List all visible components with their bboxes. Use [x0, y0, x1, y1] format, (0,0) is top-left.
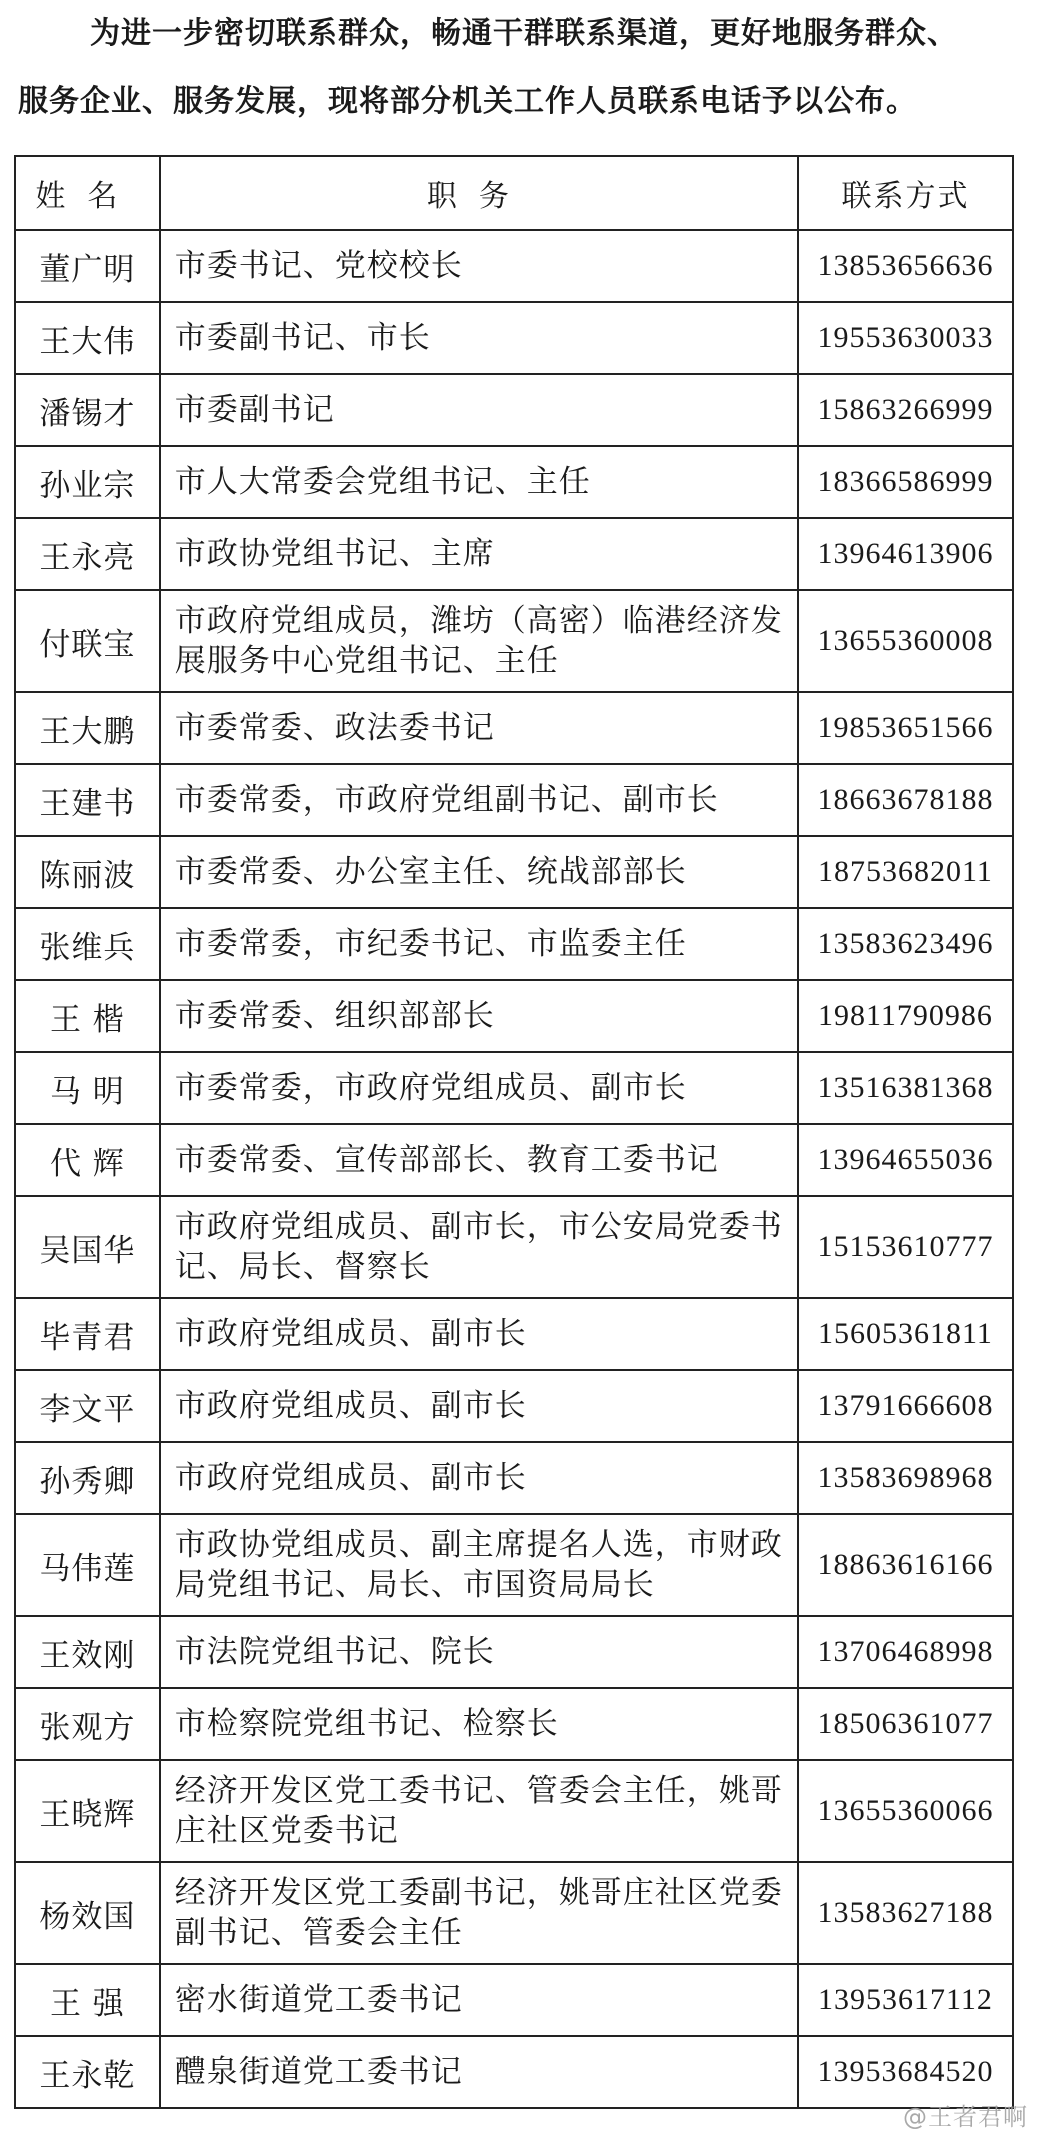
- cell-phone: 13655360008: [798, 590, 1013, 692]
- table-row: [15, 230, 1013, 302]
- cell-position: 市政府党组成员、副市长: [160, 1442, 798, 1514]
- table-row: [15, 1688, 1013, 1760]
- cell-position: 经济开发区党工委书记、管委会主任，姚哥庄社区党委书记: [160, 1760, 798, 1862]
- cell-name: 代 辉: [15, 1124, 160, 1196]
- cell-phone: 13791666608: [798, 1370, 1013, 1442]
- header-name: 姓名: [15, 156, 160, 230]
- table-row: [15, 1124, 1013, 1196]
- cell-position: 市委常委、组织部部长: [160, 980, 798, 1052]
- cell-name: 孙秀卿: [15, 1442, 160, 1514]
- cell-position: 市政府党组成员、副市长，市公安局党委书记、局长、督察长: [160, 1196, 798, 1298]
- cell-phone: 18753682011: [798, 836, 1013, 908]
- table-row: [15, 1616, 1013, 1688]
- cell-position: 市委常委，市政府党组成员、副市长: [160, 1052, 798, 1124]
- table-row: [15, 518, 1013, 590]
- header-phone: 联系方式: [798, 156, 1013, 230]
- cell-phone: 13953684520: [798, 2036, 1013, 2108]
- cell-name: 潘锡才: [15, 374, 160, 446]
- cell-position: 经济开发区党工委副书记，姚哥庄社区党委副书记、管委会主任: [160, 1862, 798, 1964]
- cell-phone: 18663678188: [798, 764, 1013, 836]
- cell-phone: 19853651566: [798, 692, 1013, 764]
- cell-phone: 15153610777: [798, 1196, 1013, 1298]
- table-row: [15, 1442, 1013, 1514]
- cell-position: 市委副书记: [160, 374, 798, 446]
- cell-phone: 13655360066: [798, 1760, 1013, 1862]
- cell-phone: 13964613906: [798, 518, 1013, 590]
- cell-name: 王永乾: [15, 2036, 160, 2108]
- cell-position: 市委常委，市政府党组副书记、副市长: [160, 764, 798, 836]
- intro-paragraph: [18, 0, 1028, 136]
- cell-position: 市法院党组书记、院长: [160, 1616, 798, 1688]
- cell-position: 市检察院党组书记、检察长: [160, 1688, 798, 1760]
- cell-phone: 18506361077: [798, 1688, 1013, 1760]
- cell-name: 杨效国: [15, 1862, 160, 1964]
- cell-name: 张观方: [15, 1688, 160, 1760]
- cell-position: 市政协党组成员、副主席提名人选，市财政局党组书记、局长、市国资局局长: [160, 1514, 798, 1616]
- table-row: [15, 1760, 1013, 1862]
- cell-position: 市委副书记、市长: [160, 302, 798, 374]
- cell-position: 市人大常委会党组书记、主任: [160, 446, 798, 518]
- contact-table: [14, 155, 1014, 2109]
- cell-name: 王效刚: [15, 1616, 160, 1688]
- cell-phone: 13583698968: [798, 1442, 1013, 1514]
- cell-phone: 13853656636: [798, 230, 1013, 302]
- table-row: [15, 1514, 1013, 1616]
- table-row: [15, 692, 1013, 764]
- table-row: [15, 1196, 1013, 1298]
- cell-name: 王大伟: [15, 302, 160, 374]
- cell-phone: 13964655036: [798, 1124, 1013, 1196]
- cell-phone: 13516381368: [798, 1052, 1013, 1124]
- table-row: [15, 908, 1013, 980]
- cell-position: 市委常委、政法委书记: [160, 692, 798, 764]
- cell-position: 醴泉街道党工委书记: [160, 2036, 798, 2108]
- cell-name: 王永亮: [15, 518, 160, 590]
- table-row: [15, 980, 1013, 1052]
- table-row: [15, 836, 1013, 908]
- cell-phone: 19553630033: [798, 302, 1013, 374]
- cell-position: 市委常委、宣传部部长、教育工委书记: [160, 1124, 798, 1196]
- cell-phone: 13583623496: [798, 908, 1013, 980]
- cell-phone: 18863616166: [798, 1514, 1013, 1616]
- table-row: [15, 590, 1013, 692]
- intro-line-1: 为进一步密切联系群众，畅通干群联系渠道，更好地服务群众、: [90, 16, 958, 51]
- cell-name: 吴国华: [15, 1196, 160, 1298]
- table-row: [15, 1862, 1013, 1964]
- cell-position: 市政协党组书记、主席: [160, 518, 798, 590]
- table-row: [15, 2036, 1013, 2108]
- cell-name: 毕青君: [15, 1298, 160, 1370]
- cell-phone: 19811790986: [798, 980, 1013, 1052]
- cell-name: 王 强: [15, 1964, 160, 2036]
- cell-name: 王晓辉: [15, 1760, 160, 1862]
- cell-name: 王大鹏: [15, 692, 160, 764]
- cell-name: 董广明: [15, 230, 160, 302]
- cell-phone: 13953617112: [798, 1964, 1013, 2036]
- intro-line-2: 服务企业、服务发展，现将部分机关工作人员联系电话予以公布。: [18, 84, 917, 119]
- cell-phone: 13706468998: [798, 1616, 1013, 1688]
- cell-position: 市委书记、党校校长: [160, 230, 798, 302]
- table-row: [15, 1298, 1013, 1370]
- cell-name: 马 明: [15, 1052, 160, 1124]
- table-row: [15, 374, 1013, 446]
- cell-name: 马伟莲: [15, 1514, 160, 1616]
- table-row: [15, 764, 1013, 836]
- cell-position: 市政府党组成员、副市长: [160, 1298, 798, 1370]
- cell-phone: 13583627188: [798, 1862, 1013, 1964]
- table-header-row: [15, 156, 1013, 230]
- table-row: [15, 446, 1013, 518]
- cell-name: 孙业宗: [15, 446, 160, 518]
- table-row: [15, 302, 1013, 374]
- watermark-text: @王者君啊: [903, 2103, 1028, 2131]
- cell-name: 陈丽波: [15, 836, 160, 908]
- cell-position: 市政府党组成员，潍坊（高密）临港经济发展服务中心党组书记、主任: [160, 590, 798, 692]
- header-position: 职务: [160, 156, 798, 230]
- table-row: [15, 1370, 1013, 1442]
- table-row: [15, 1964, 1013, 2036]
- cell-name: 张维兵: [15, 908, 160, 980]
- table-row: [15, 1052, 1013, 1124]
- cell-phone: 15605361811: [798, 1298, 1013, 1370]
- cell-position: 市委常委，市纪委书记、市监委主任: [160, 908, 798, 980]
- cell-name: 王 楷: [15, 980, 160, 1052]
- cell-position: 市委常委、办公室主任、统战部部长: [160, 836, 798, 908]
- cell-name: 付联宝: [15, 590, 160, 692]
- cell-position: 密水街道党工委书记: [160, 1964, 798, 2036]
- cell-name: 李文平: [15, 1370, 160, 1442]
- cell-name: 王建书: [15, 764, 160, 836]
- cell-phone: 18366586999: [798, 446, 1013, 518]
- cell-phone: 15863266999: [798, 374, 1013, 446]
- cell-position: 市政府党组成员、副市长: [160, 1370, 798, 1442]
